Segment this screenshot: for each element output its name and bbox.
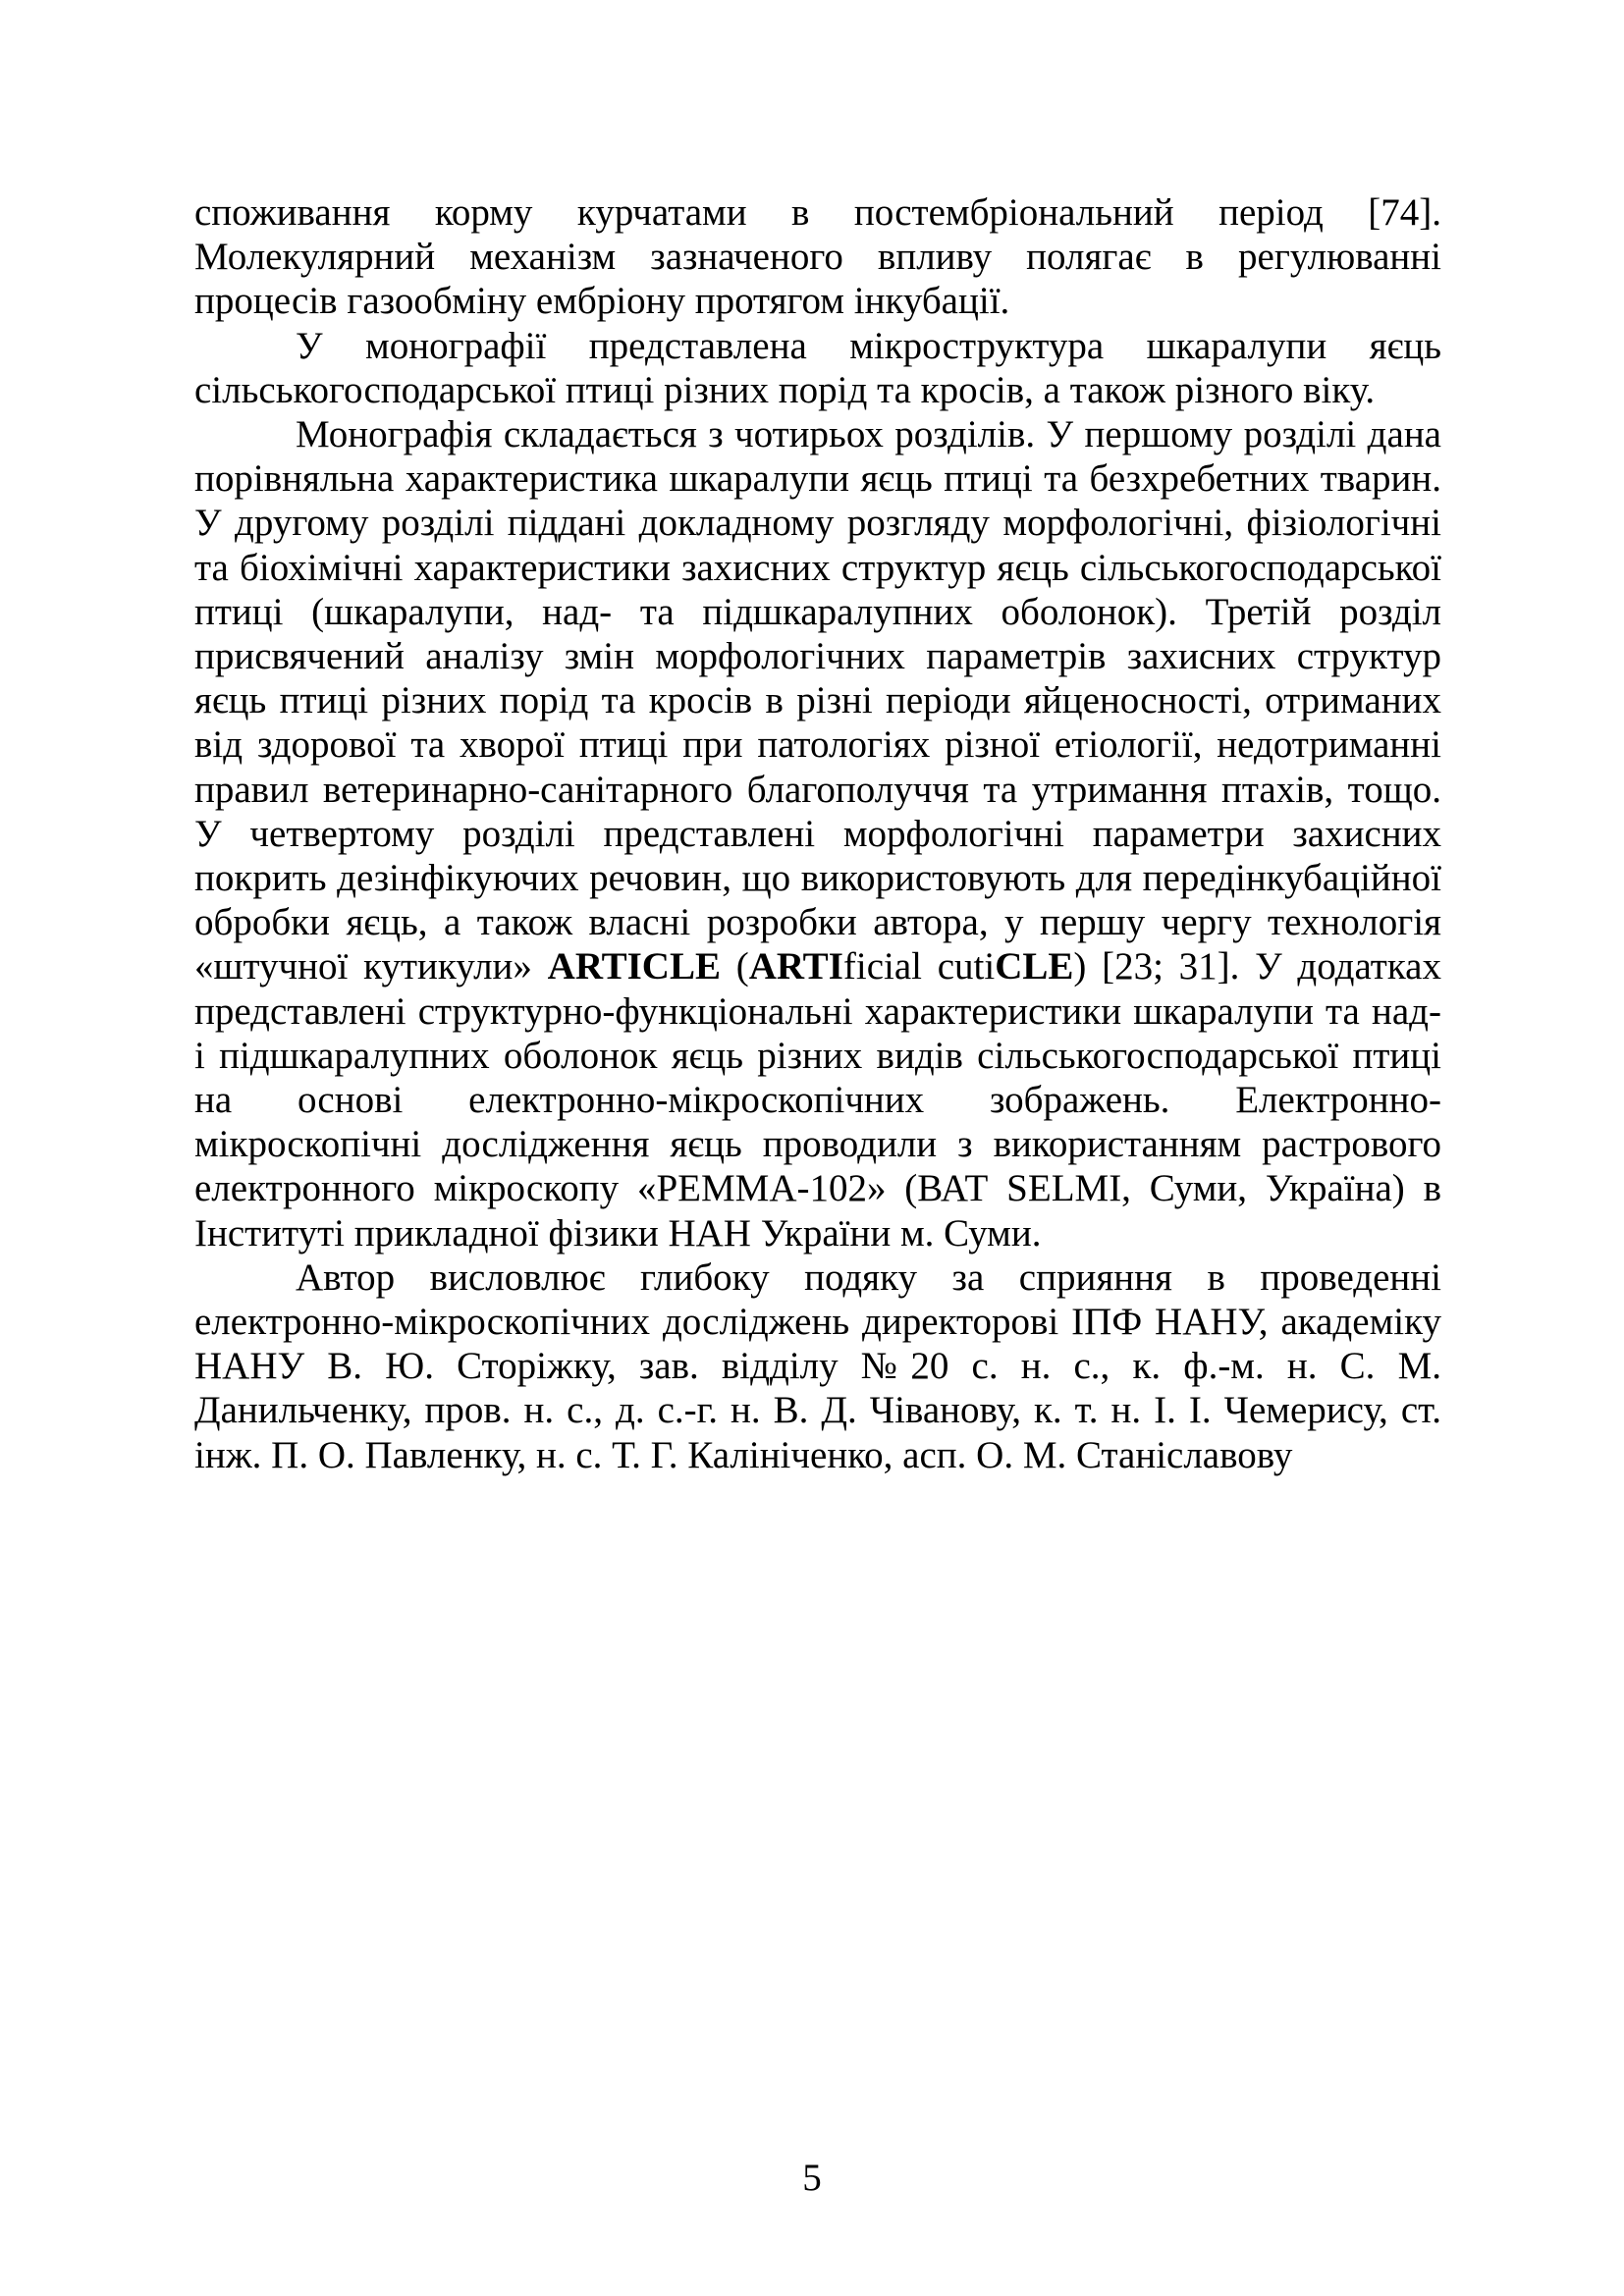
paragraph-3-part-1: Монографія складається з чотирьох розділів. У першому розділі дана порівняльна характеристика шкаралупи яєць птиці та безхребетних тварин. У другому розділі піддані докладному розгляду морфологічні, фізіологічні та біохімічні характеристики захисних структур яєць сільськогосподарської птиці (шкаралупи, над- та підшкаралупних оболонок). Третій розділ присвячений аналізу змін морфологічних параметрів захисних структур яєць птиці різних порід та кросів в різні періоди яйценосності, отриманих від здорової та хворої птиці при патологіях різної етіології, недотриманні правил ветеринарно-санітарного благополуччя та утримання птахів, тощо. У четвертому розділі представлені морфологічні параметри захисних покрить дезінфікуючих речовин, що використовують для передінкубаційної обробки яєць, а також власні розробки автора, у першу чергу технологія «штучної кутикули» [194, 413, 1441, 988]
body-text [194, 190, 1441, 1477]
ficial-cuti: ficial cuti [842, 945, 996, 988]
paragraph-2: У монографії представлена мікроструктура шкаралупи яєць сільськогосподарської птиці різних порід та кросів, а також різного віку. [194, 324, 1441, 411]
page-number: 5 [802, 2157, 822, 2199]
paragraph-3-part-2: ) [23; 31]. У додатках представлені структурно-функціональні характеристики шкаралупи та над- і підшкаралупних оболонок яєць різних видів сільськогосподарської птиці на основі електронно-мікроскопічних зображень. Електронно-мікроскопічні дослідження яєць проводили з використанням растрового електронного мікроскопу «РЕММА-102» (ВАТ SELMI, Суми, Україна) в Інституті прикладної фізики НАН України м. Суми. [194, 945, 1441, 1255]
paren-open: ( [735, 945, 749, 988]
paragraph-3 [194, 412, 1441, 1255]
bold-arti: ARTI [748, 945, 843, 988]
paragraph-4: Автор висловлює глибоку подяку за сприяння в проведенні електронно-мікроскопічних досліджень директорові ІПФ НАНУ, академіку НАНУ В. Ю. Сторіжку, зав. відділу №20 с. н. с., к. ф.-м. н. С. М. Данильченку, пров. н. с., д. с.-г. н. В. Д. Чіванову, к. т. н. І. І. Чемерису, ст. інж. П. О. Павленку, н. с. Т. Г. Калініченко, асп. О. М. Станіславову [194, 1255, 1441, 1476]
bold-article: ARTICLE [547, 945, 721, 988]
paragraph-1: споживання корму курчатами в постембріональний період [74]. Молекулярний механізм зазначеного впливу полягає в регулюванні процесів газообміну ембріону протягом інкубації. [194, 191, 1441, 323]
bold-cle: CLE [995, 945, 1074, 988]
